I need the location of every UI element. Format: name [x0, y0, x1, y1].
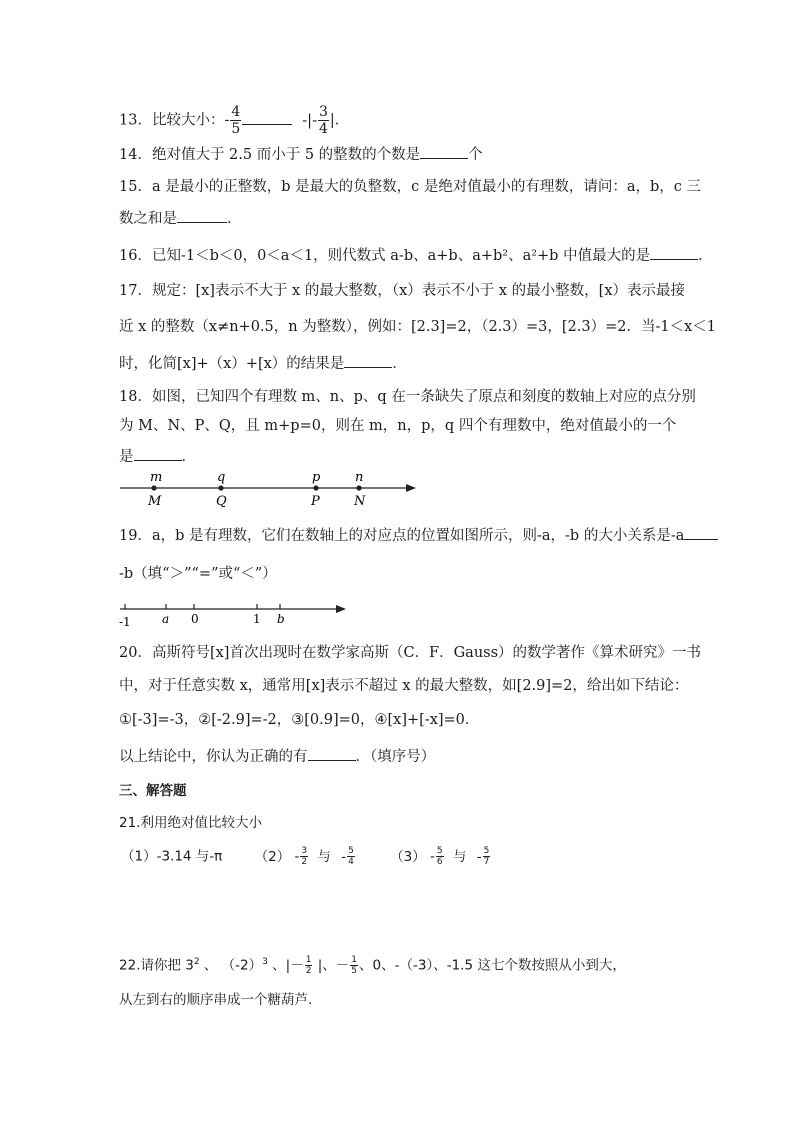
- q18-label-Q: Q: [216, 494, 227, 509]
- q15-end: ．: [227, 211, 242, 227]
- question-17-line2: 近 x 的整数（x≠n+0.5，n 为整数），例如：[2.3]=2，（2.3）=3，[2.3）=2．当-1＜x＜1: [119, 319, 717, 335]
- q21-p3-and: 与: [452, 848, 467, 865]
- question-18-line1: 18．如图，已知四个有理数 m、n、p、q 在一条缺失了原点和刻度的数轴上对应的点分别: [119, 389, 696, 405]
- q18-point-q: [218, 485, 223, 490]
- q13-end: |．: [329, 112, 350, 129]
- q17-end: ．: [392, 356, 407, 372]
- q21-p3b-sign: -: [476, 848, 482, 865]
- q16-text: 16．已知-1＜b＜0，0＜a＜1，则代数式 a-b、a+b、a+b²、a²+b 中值最大的是: [119, 248, 651, 264]
- q19-label-minus1: -1: [119, 615, 131, 629]
- q13-frac1-den: 5: [231, 121, 241, 137]
- q18-label-N: N: [354, 494, 366, 509]
- q22-fraction-1: [305, 955, 313, 976]
- q21-p3b-den: 7: [483, 857, 490, 867]
- q21-p2b-sign: -: [341, 848, 347, 865]
- q19-answer-blank[interactable]: [684, 525, 718, 540]
- q18-end: ．: [181, 449, 196, 465]
- q21-p3a-num: 5: [436, 846, 443, 856]
- question-15-line1: 15．a 是最小的正整数，b 是最大的负整数，c 是绝对值最小的有理数，请问：a，b，c 三: [119, 179, 701, 195]
- q21-p3b-fraction: [483, 846, 491, 867]
- q18-label-p: p: [312, 470, 321, 485]
- q21-p2-and: 与: [317, 848, 331, 865]
- question-17-line1: 17．规定：[x]表示不大于 x 的最大整数，（x）表示不小于 x 的最小整数，[x）表示最接: [119, 283, 685, 299]
- q22-exp2: 3: [262, 957, 268, 967]
- q20-answer-blank[interactable]: [308, 746, 356, 761]
- q21-p2a-num: 3: [301, 846, 308, 856]
- q21-p2a-fraction: [300, 846, 308, 867]
- question-19-line1: [119, 525, 718, 546]
- q21-p3b-num: 5: [483, 846, 490, 856]
- question-20-line4: [119, 746, 435, 767]
- question-19-line2: -b（填“＞”“=”或“＜”）: [119, 566, 277, 582]
- q14-suffix: 个: [468, 147, 483, 163]
- q18-label-m: m: [150, 470, 163, 485]
- q22-frac2-den: 5: [351, 966, 358, 976]
- q22-frac2-num: 1: [351, 955, 358, 965]
- q22-fraction-2: [350, 955, 358, 976]
- question-20-line2: 中，对于任意实数 x，通常用[x]表示不超过 x 的最大整数，如[2.9]=2，给出如下结论：: [119, 678, 689, 694]
- q19-label-0: 0: [191, 612, 199, 626]
- q21-p3a-den: 6: [436, 857, 443, 867]
- q21-p2a-den: 2: [301, 857, 308, 867]
- q21-p2b-num: 5: [348, 846, 354, 856]
- q22-exp1: 2: [193, 957, 200, 967]
- question-20-line1: 20．高斯符号[x]首次出现时在数学家高斯（C．F．Gauss）的数学著作《算术研究》一书: [119, 645, 702, 661]
- q21-part1: （1）-3.14 与-π: [121, 848, 223, 865]
- q19-label-a: a: [162, 612, 170, 626]
- q21-p3a-sign: -: [430, 848, 435, 865]
- question-21-title: 21.利用绝对值比较大小: [119, 815, 262, 831]
- question-22-line2: 从左到右的顺序串成一个糖葫芦.: [119, 992, 313, 1008]
- q20-end: ．（填序号）: [355, 749, 436, 765]
- q18-label-P: P: [311, 494, 320, 509]
- q17-line3-text: 时，化简[x]+（x）+[x）的结果是: [119, 356, 345, 372]
- q13-middle: -|-: [302, 112, 317, 129]
- q21-p2a-sign: -: [294, 848, 300, 865]
- question-21-parts: [121, 846, 491, 867]
- q22-start: 22.请你把 3: [119, 957, 194, 974]
- q22-frac1-den: 2: [305, 966, 312, 976]
- q19-arrow-icon: [336, 605, 346, 613]
- question-18-line2: 为 M、N、P、Q，且 m+p=0，则在 m，n，p，q 四个有理数中，绝对值最小的一个: [119, 418, 677, 434]
- question-22-line1: [119, 952, 626, 976]
- q13-minus: -: [224, 112, 230, 129]
- question-20-line3: ①[-3]=-3，②[-2.9]=-2，③[0.9]=0，④[x]+[-x]=0．: [119, 712, 480, 728]
- section-3-title: 三、解答题: [119, 783, 187, 799]
- q22-sep3: |、－: [313, 957, 350, 974]
- q13-frac1-num: 4: [231, 104, 241, 120]
- q18-point-m: [151, 485, 156, 490]
- q19-label-b: b: [277, 612, 285, 626]
- q14-text: 14．绝对值大于 2.5 而小于 5 的整数的个数是: [119, 147, 421, 163]
- q13-frac2-den: 4: [318, 121, 328, 137]
- q18-point-n: [356, 485, 361, 490]
- q18-label-n: n: [355, 470, 364, 485]
- q19-line1-text: 19．a，b 是有理数，它们在数轴上的对应点的位置如图所示，则-a，-b 的大小关系是-a: [119, 528, 685, 544]
- q18-label-q: q: [217, 470, 226, 485]
- q21-p2b-fraction: [347, 846, 355, 867]
- q18-arrow-icon: [406, 484, 416, 492]
- q22-sep2: 、|－: [267, 957, 304, 974]
- q16-end: ．: [698, 248, 713, 264]
- q20-line4-text: 以上结论中，你认为正确的有: [119, 749, 308, 765]
- q18-point-p: [313, 485, 318, 490]
- q21-part2-label: （2）: [254, 848, 291, 865]
- q22-frac1-num: 1: [305, 955, 312, 965]
- q21-p3a-fraction: [436, 846, 444, 867]
- q18-line3-text: 是: [119, 449, 134, 465]
- q21-p2b-den: 4: [348, 857, 354, 867]
- q22-rest: 、0、-（-3）、-1.5 这七个数按照从小到大，: [359, 957, 626, 974]
- q13-prefix: 13．比较大小：: [119, 112, 225, 129]
- q21-part3-label: （3）: [390, 848, 426, 865]
- q22-sep1: 、 （-2）: [199, 957, 263, 974]
- q13-frac2-num: 3: [318, 104, 328, 120]
- q19-label-1: 1: [253, 612, 261, 626]
- q18-label-M: M: [148, 494, 162, 509]
- q15-line2-text: 数之和是: [119, 211, 177, 227]
